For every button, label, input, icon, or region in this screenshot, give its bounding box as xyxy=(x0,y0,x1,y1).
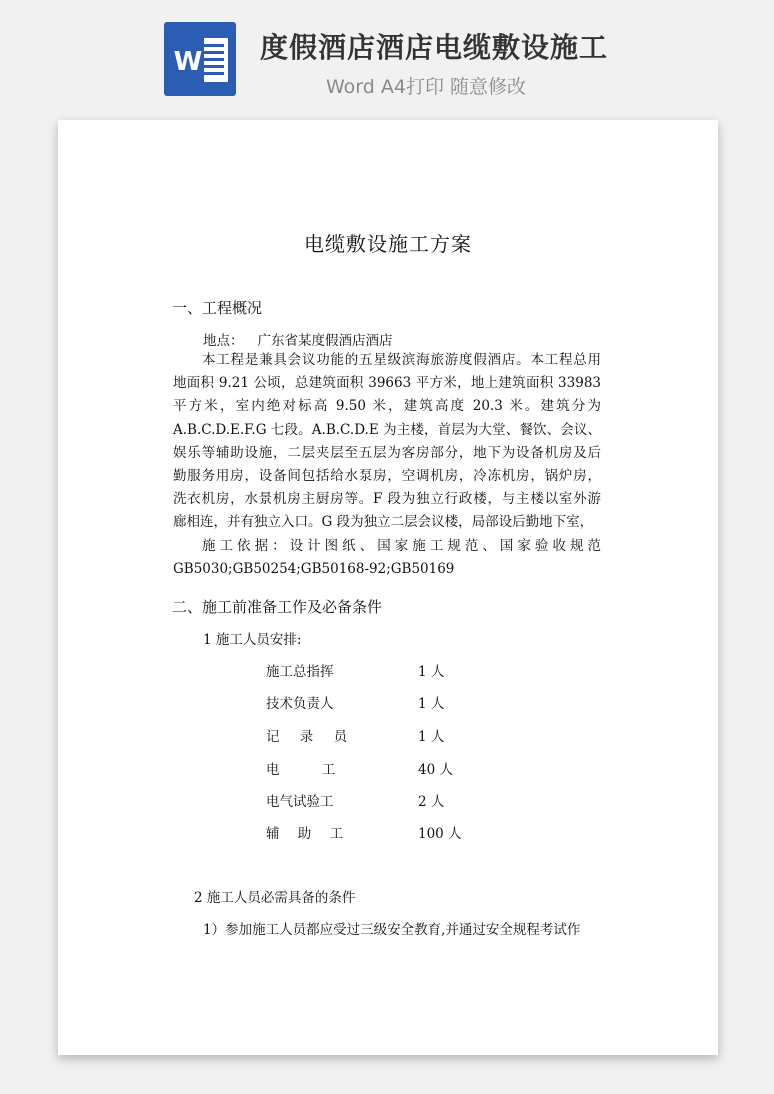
overview-line: 本工程是兼具会议功能的五星级滨海旅游度假酒店。本工程总用 xyxy=(202,352,601,368)
banner-title: 度假酒店酒店电缆敷设施工 xyxy=(260,31,609,64)
basis-line: GB5030;GB50254;GB50168-92;GB50169 xyxy=(173,561,455,578)
document-page xyxy=(58,120,718,1055)
staff-role: 电气试验工 xyxy=(266,794,334,810)
document-banner xyxy=(0,0,774,112)
staff-count: 2 人 xyxy=(418,794,445,810)
staff-count: 1 人 xyxy=(418,664,445,680)
staff-role: 技术负责人 xyxy=(266,696,334,712)
overview-line: 地面积 9.21 公顷，总建筑面积 39663 平方米，地上建筑面积 33983 xyxy=(173,375,601,392)
overview-line: A.B.C.D.E.F.G 七段。A.B.C.D.E 为主楼，首层为大堂、餐饮、会议、 xyxy=(173,421,601,438)
conditions-heading: 2 施工人员必需具备的条件 xyxy=(194,890,356,906)
staff-role: 施工总指挥 xyxy=(266,664,334,680)
overview-paragraph xyxy=(173,349,601,535)
overview-line: 廊相连，并有独立入口。G 段为独立二层会议楼，局部设后勤地下室， xyxy=(173,514,594,531)
word-icon xyxy=(164,22,236,96)
basis-paragraph xyxy=(173,535,601,581)
staff-count: 1 人 xyxy=(418,696,445,712)
svg-text:W: W xyxy=(173,47,203,77)
location-label: 地点： xyxy=(203,333,244,349)
staff-role: 电 工 xyxy=(266,762,336,778)
staff-count: 1 人 xyxy=(418,729,445,745)
document-title: 电缆敷设施工方案 xyxy=(304,232,472,256)
staff-role: 辅 助 工 xyxy=(266,826,344,842)
location-value: 广东省某度假酒店酒店 xyxy=(257,333,393,349)
overview-line: 平方米，室内绝对标高 9.50 米，建筑高度 20.3 米。建筑分为 xyxy=(173,398,601,415)
overview-line: 娱乐等辅助设施，二层夹层至五层为客房部分，地下为设备机房及后 xyxy=(173,444,601,461)
staff-count: 40 人 xyxy=(418,762,453,778)
banner-subtitle: Word A4打印 随意修改 xyxy=(326,76,527,98)
basis-line: 施工依据：设计图纸、国家施工规范、国家验收规范 xyxy=(202,538,601,554)
condition-item: 1）参加施工人员都应受过三级安全教育,并通过安全规程考试作 xyxy=(203,922,581,938)
overview-line: 勤服务用房，设备间包括给水泵房，空调机房，冷冻机房，锅炉房， xyxy=(173,468,601,485)
staff-role: 记 录 员 xyxy=(266,729,356,745)
overview-line: 洗衣机房，水景机房主厨房等。F 段为独立行政楼，与主楼以室外游 xyxy=(173,491,601,508)
section-1-heading: 一、工程概况 xyxy=(172,299,263,317)
section-2-heading: 二、施工前准备工作及必备条件 xyxy=(172,598,383,616)
location-line xyxy=(203,329,393,349)
staff-count: 100 人 xyxy=(418,826,462,842)
staff-heading: 1 施工人员安排: xyxy=(203,632,302,648)
